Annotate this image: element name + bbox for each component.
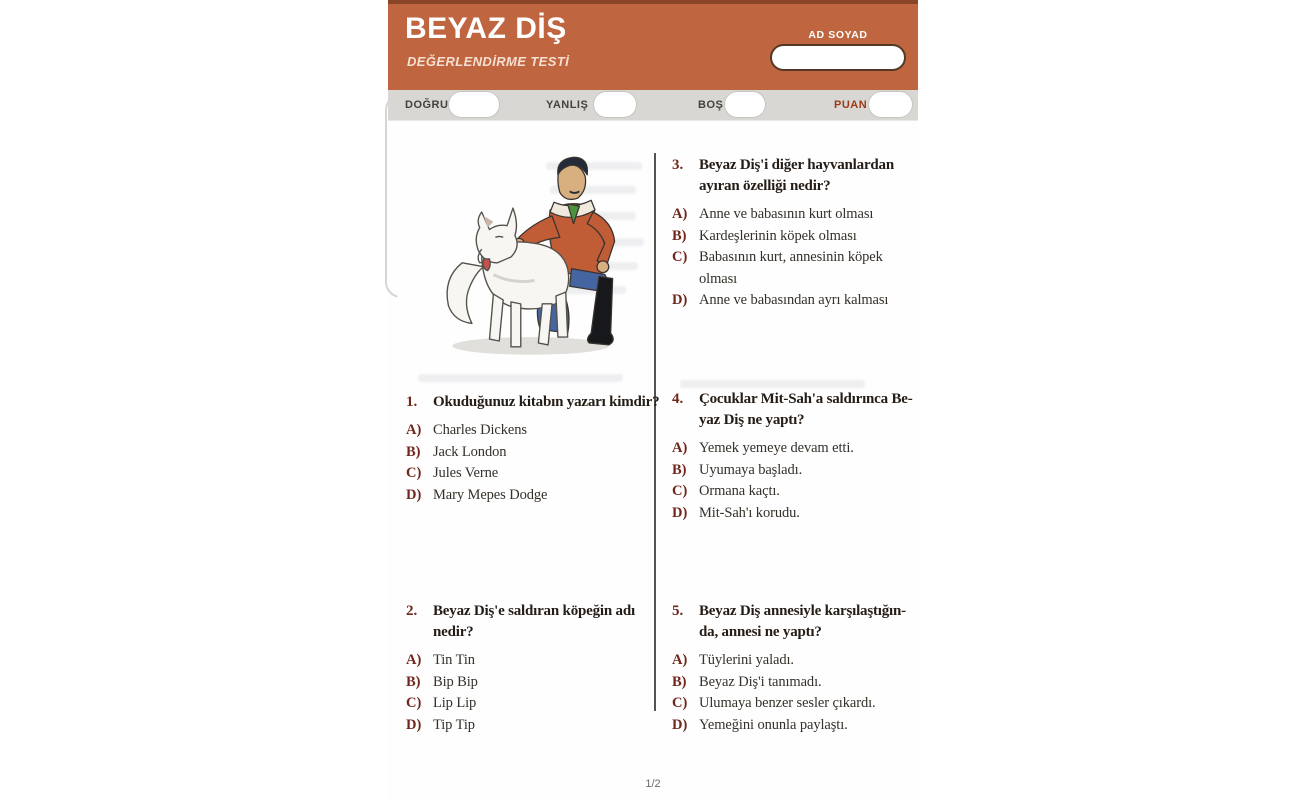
option-text: Tip Tip (433, 716, 475, 733)
question-text: Beyaz Diş'i diğer hayvanlardan ayıran özelliği nedir? (699, 157, 894, 194)
option-row (406, 463, 650, 485)
option-text: Lip Lip (433, 695, 477, 711)
page-title: BEYAZ DİŞ (405, 12, 567, 45)
option-text: Jack London (433, 443, 507, 460)
option-row (406, 485, 650, 507)
score-label-bos: BOŞ (698, 99, 724, 111)
option-letter: A) (406, 422, 422, 438)
question-2 (406, 601, 650, 736)
question-number: 5. (672, 603, 684, 619)
option-letter: D) (406, 486, 422, 503)
option-row (406, 650, 650, 672)
score-label-yanlis: YANLIŞ (546, 99, 589, 111)
option-text: Babasının kurt, annesinin köpek olması (699, 249, 883, 287)
option-letter: D) (672, 504, 688, 521)
question-number: 4. (672, 391, 684, 407)
score-input-dogru[interactable] (448, 91, 500, 118)
question-text: Beyaz Diş'e saldıran köpeğin adı nedir? (433, 603, 635, 640)
option-letter: A) (672, 652, 688, 668)
man-petting-white-dog-illustration (425, 146, 640, 364)
option-letter: C) (672, 483, 688, 499)
options-list (406, 420, 650, 506)
name-input[interactable] (770, 44, 906, 71)
option-row (672, 693, 916, 715)
bleedthrough-mark (418, 374, 623, 382)
option-letter: C) (672, 249, 688, 265)
option-letter: B) (672, 461, 687, 478)
option-row (672, 672, 916, 694)
option-text: Ormana kaçtı. (699, 483, 780, 499)
option-row (672, 503, 916, 525)
question-number: 1. (406, 394, 418, 410)
option-row (672, 481, 916, 503)
options-list (406, 650, 650, 736)
option-row (672, 460, 916, 482)
question-text: Okuduğunuz kitabın yazarı kimdir? (433, 394, 660, 410)
option-row (672, 290, 916, 312)
test-sheet (388, 0, 918, 800)
option-row (406, 715, 650, 737)
options-list (672, 204, 916, 312)
option-text: Mary Mepes Dodge (433, 486, 548, 503)
bleedthrough-mark (680, 380, 865, 388)
option-text: Beyaz Diş'i tanımadı. (699, 673, 822, 690)
question-1 (406, 392, 660, 506)
option-row (672, 204, 916, 226)
option-text: Tin Tin (433, 652, 475, 668)
option-row (672, 438, 916, 460)
question-3 (672, 155, 916, 312)
option-letter: C) (672, 695, 688, 711)
option-text: Jules Verne (433, 465, 499, 481)
options-list (672, 438, 916, 524)
test-header (388, 0, 918, 90)
page-number: 1/2 (645, 778, 661, 790)
option-row (406, 672, 650, 694)
option-row (406, 693, 650, 715)
option-row (672, 650, 916, 672)
score-input-yanlis[interactable] (593, 91, 637, 118)
option-row (406, 442, 650, 464)
question-5 (672, 601, 916, 736)
score-input-bos[interactable] (724, 91, 766, 118)
option-text: Yemek yemeye devam etti. (699, 440, 854, 456)
option-letter: B) (406, 673, 421, 690)
question-number: 3. (672, 157, 684, 173)
option-letter: C) (406, 695, 422, 711)
option-row (672, 226, 916, 248)
option-row (672, 247, 916, 290)
column-divider (654, 153, 656, 711)
option-letter: A) (672, 206, 688, 222)
options-list (672, 650, 916, 736)
option-letter: D) (406, 716, 422, 733)
option-letter: C) (406, 465, 422, 481)
option-letter: B) (406, 443, 421, 460)
option-text: Anne ve babasından ayrı kalması (699, 292, 889, 308)
option-text: Ulumaya benzer sesler çıkardı. (699, 695, 876, 711)
option-text: Tüylerini yaladı. (699, 652, 794, 668)
score-label-puan: PUAN (834, 99, 868, 111)
question-number: 2. (406, 603, 418, 619)
option-text: Uyumaya başladı. (699, 461, 803, 478)
page-curl-mark (385, 94, 429, 298)
option-text: Kardeşlerinin köpek olması (699, 227, 857, 244)
question-4 (672, 389, 916, 524)
name-field-label: AD SOYAD (808, 29, 868, 41)
question-text: Beyaz Diş annesiyle karşılaştığın- da, annesi ne yaptı? (699, 603, 906, 640)
option-letter: D) (672, 716, 688, 733)
option-text: Yemeğini onunla paylaştı. (699, 716, 848, 733)
score-input-puan[interactable] (868, 91, 913, 118)
option-text: Bip Bip (433, 673, 478, 690)
option-letter: A) (406, 652, 422, 668)
score-label-dogru: DOĞRU (405, 99, 449, 111)
option-letter: B) (672, 227, 687, 244)
option-letter: A) (672, 440, 688, 456)
option-text: Charles Dickens (433, 422, 527, 438)
option-letter: D) (672, 292, 688, 308)
option-row (406, 420, 650, 442)
option-text: Anne ve babasının kurt olması (699, 206, 874, 222)
option-text: Mit-Sah'ı korudu. (699, 504, 800, 521)
page-subtitle: DEĞERLENDİRME TESTİ (407, 54, 570, 69)
option-row (672, 715, 916, 737)
question-text: Çocuklar Mit-Sah'a saldırınca Be- yaz Diş ne yaptı? (699, 391, 913, 428)
option-letter: B) (672, 673, 687, 690)
